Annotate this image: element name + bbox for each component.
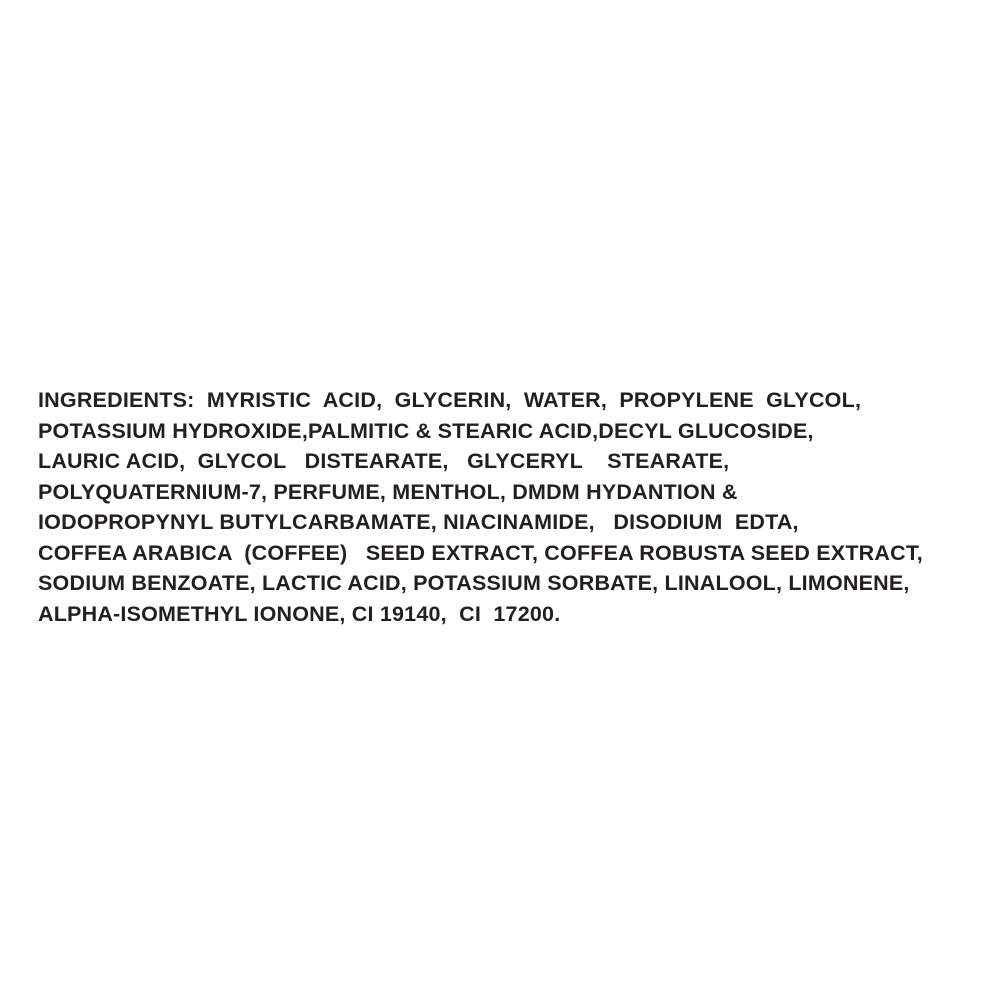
ingredients-line-7: SODIUM BENZOATE, LACTIC ACID, POTASSIUM SORBATE, LINALOOL, LIMONENE, [38,571,910,595]
ingredients-list [38,385,968,629]
ingredients-line-6: COFFEA ARABICA (COFFEE) SEED EXTRACT, COFFEA ROBUSTA SEED EXTRACT, [38,540,923,565]
ingredients-line-8: ALPHA-ISOMETHYL IONONE, CI 19140, CI 17200. [38,601,561,626]
ingredients-line-1: INGREDIENTS: MYRISTIC ACID, GLYCERIN, WATER, PROPYLENE GLYCOL, [38,388,862,412]
ingredients-line-3: LAURIC ACID, GLYCOL DISTEARATE, GLYCERYL STEARATE, [38,449,730,473]
ingredients-line-5: IODOPROPYNYL BUTYLCARBAMATE, NIACINAMIDE, DISODIUM EDTA, [38,510,799,534]
ingredients-line-2: POTASSIUM HYDROXIDE,PALMITIC & STEARIC ACID,DECYL GLUCOSIDE, [38,418,814,443]
ingredients-line-4: POLYQUATERNIUM-7, PERFUME, MENTHOL, DMDM HYDANTION & [38,479,738,504]
